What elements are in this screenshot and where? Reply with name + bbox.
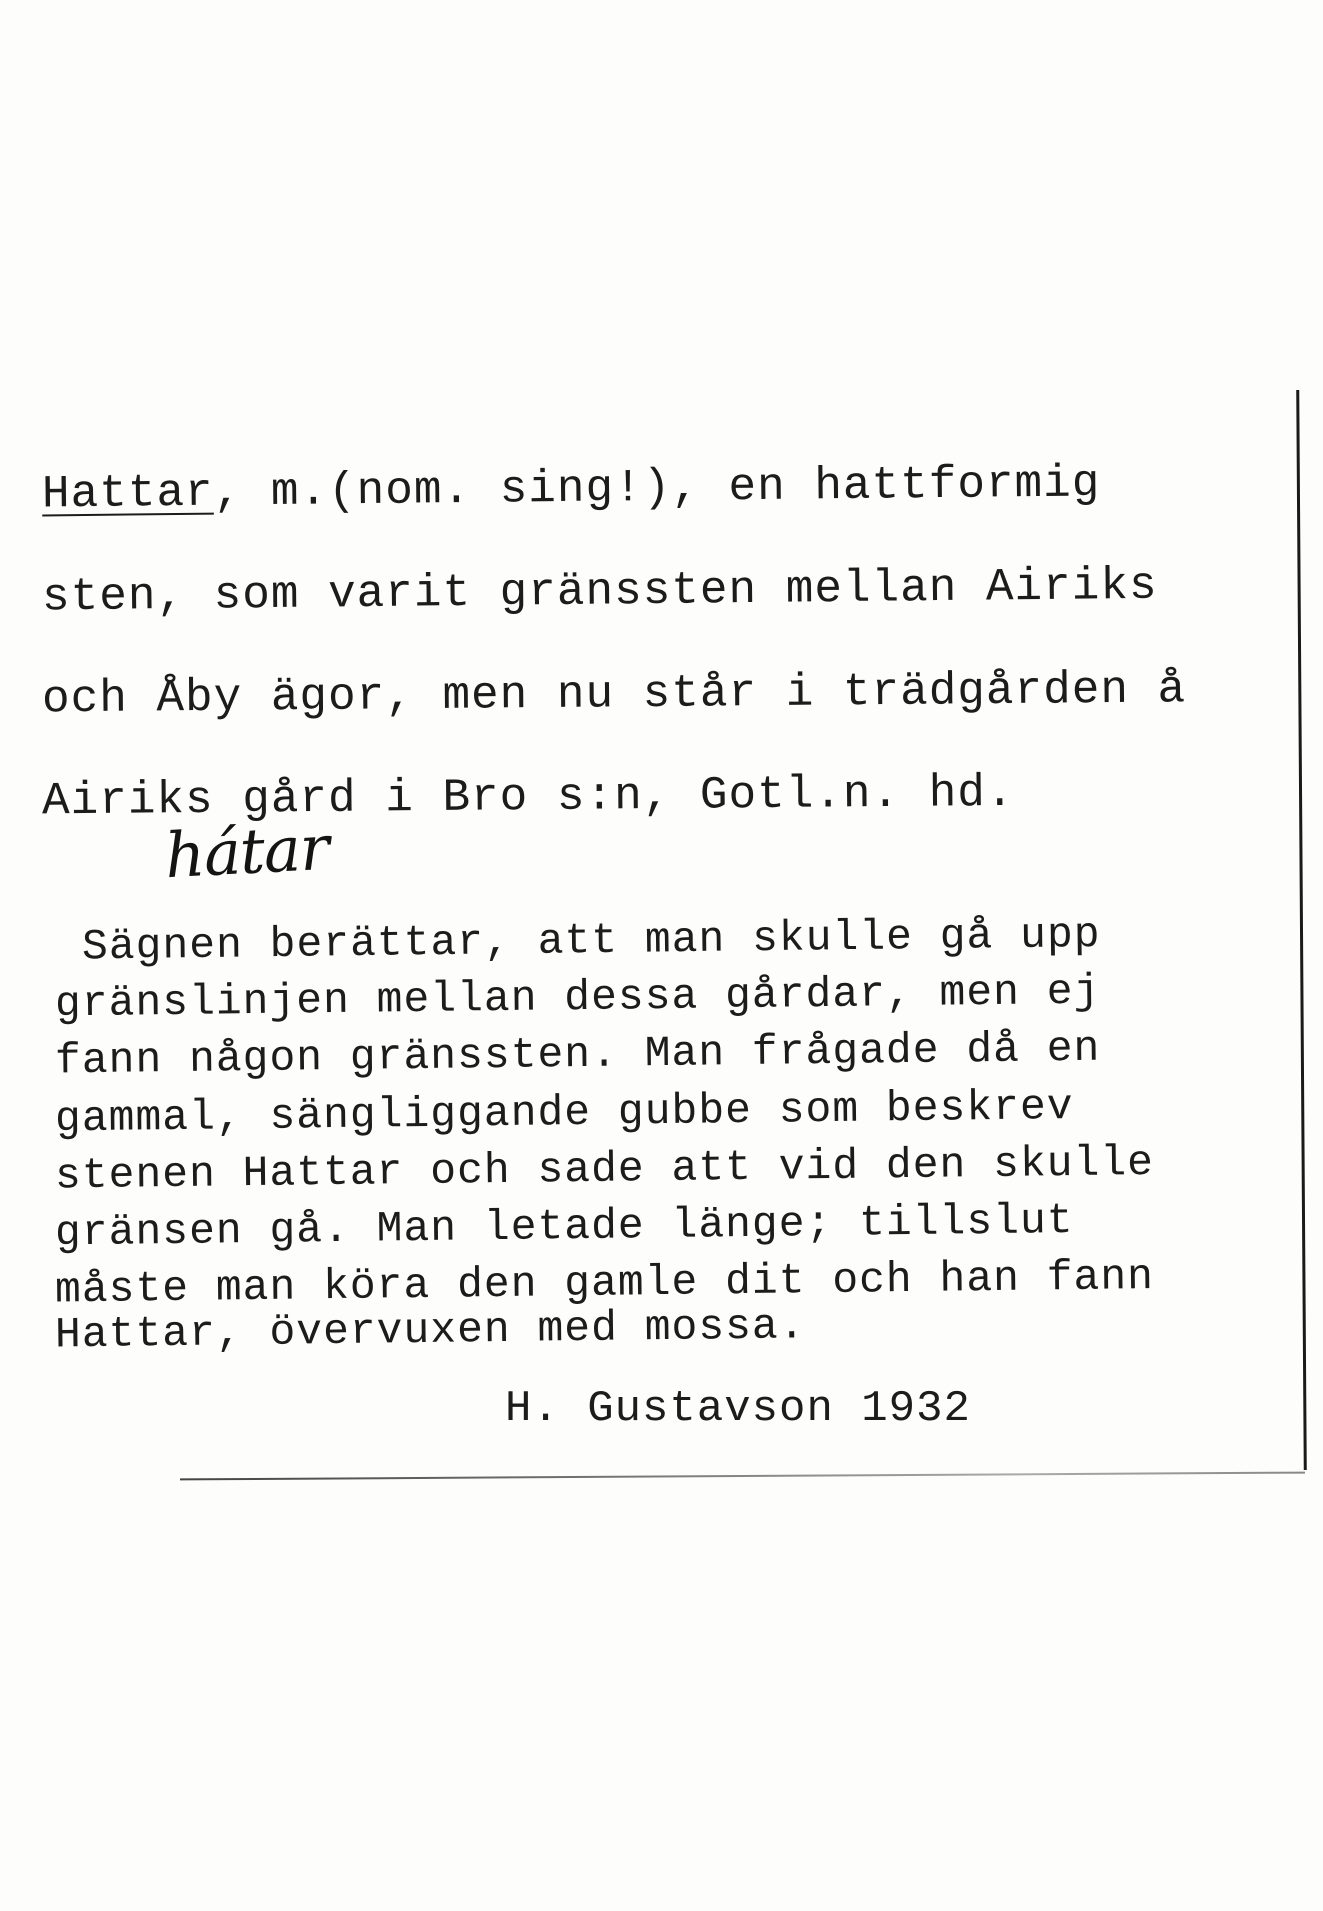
headword: Hattar <box>41 466 214 521</box>
handwritten-annotation: hátar <box>163 810 331 893</box>
signature: H. Gustavson 1932 <box>505 1384 971 1434</box>
header-line-3: och Åby ägor, men nu står i trädgården å <box>41 663 1187 726</box>
header-line-2: sten, som varit gränssten mellan Airiks <box>41 559 1158 624</box>
card-bottom-edge <box>180 1472 1305 1481</box>
body-line-5: stenen Hattar och sade att vid den skulle <box>54 1138 1155 1201</box>
body-line-4: gammal, sängliggande gubbe som beskrev <box>54 1082 1074 1144</box>
header-line-4: Airiks gård i Bro s:n, Gotl.n. hd. <box>41 766 1015 828</box>
header-line-1-text: , m.(nom. sing!), en hattformig <box>213 457 1101 519</box>
header-line-1 <box>42 456 1272 521</box>
body-line-7: måste man köra den gamle dit och han fann <box>54 1252 1155 1315</box>
body-line-8: Hattar, övervuxen med mossa. <box>54 1301 806 1360</box>
body-line-2: gränslinjen mellan dessa gårdar, men ej <box>54 966 1101 1029</box>
body-line-1: Sägnen berättar, att man skulle gå upp <box>81 910 1101 972</box>
body-line-6: gränsen gå. Man letade länge; tillslut <box>54 1196 1074 1258</box>
body-line-3: fann någon gränssten. Man frågade då en <box>54 1023 1101 1086</box>
